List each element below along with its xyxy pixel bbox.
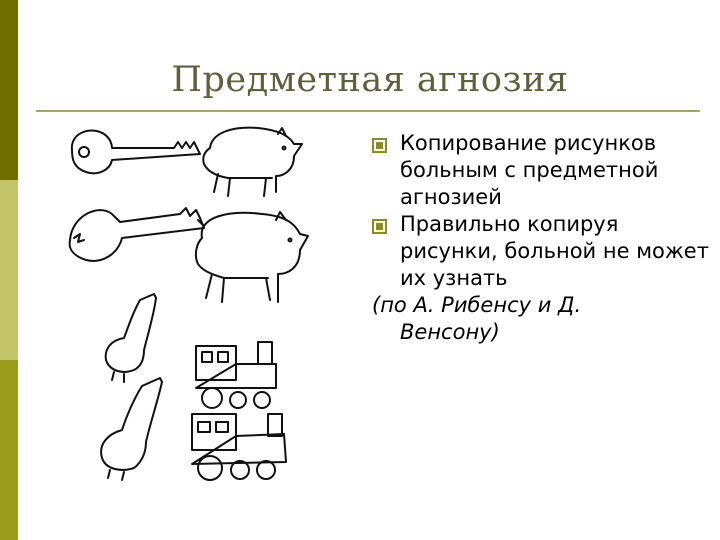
key-original-drawing (72, 131, 200, 174)
key-copy-drawing (70, 208, 204, 261)
square-bullet-icon (372, 219, 387, 234)
bullet-text: Правильно копируя рисунки, больной не может их узнать (400, 212, 709, 290)
bullet-text: Копирование рисунков больным с предметной агнозией (400, 131, 659, 209)
square-bullet-icon (372, 138, 387, 153)
pig-copy-drawing (196, 212, 308, 302)
bullet-item (372, 211, 712, 292)
side-bar-middle (0, 180, 18, 360)
pig-original-drawing (203, 128, 302, 196)
locomotive-original-drawing (196, 342, 276, 408)
locomotive-copy-drawing (192, 414, 286, 480)
citation-note (372, 292, 712, 346)
bullet-item (372, 130, 712, 211)
side-bar-bottom (0, 360, 18, 540)
citation-line-2: Венсону) (400, 320, 500, 344)
slide-title: Предметная агнозия (171, 60, 569, 100)
title-underline (36, 110, 700, 112)
agnosia-drawings-figure (62, 118, 364, 482)
bird-original-drawing (106, 294, 156, 382)
bird-copy-drawing (101, 378, 162, 480)
citation-line-1: (по А. Рибенсу и Д. (372, 293, 582, 317)
slide-content (372, 130, 712, 346)
